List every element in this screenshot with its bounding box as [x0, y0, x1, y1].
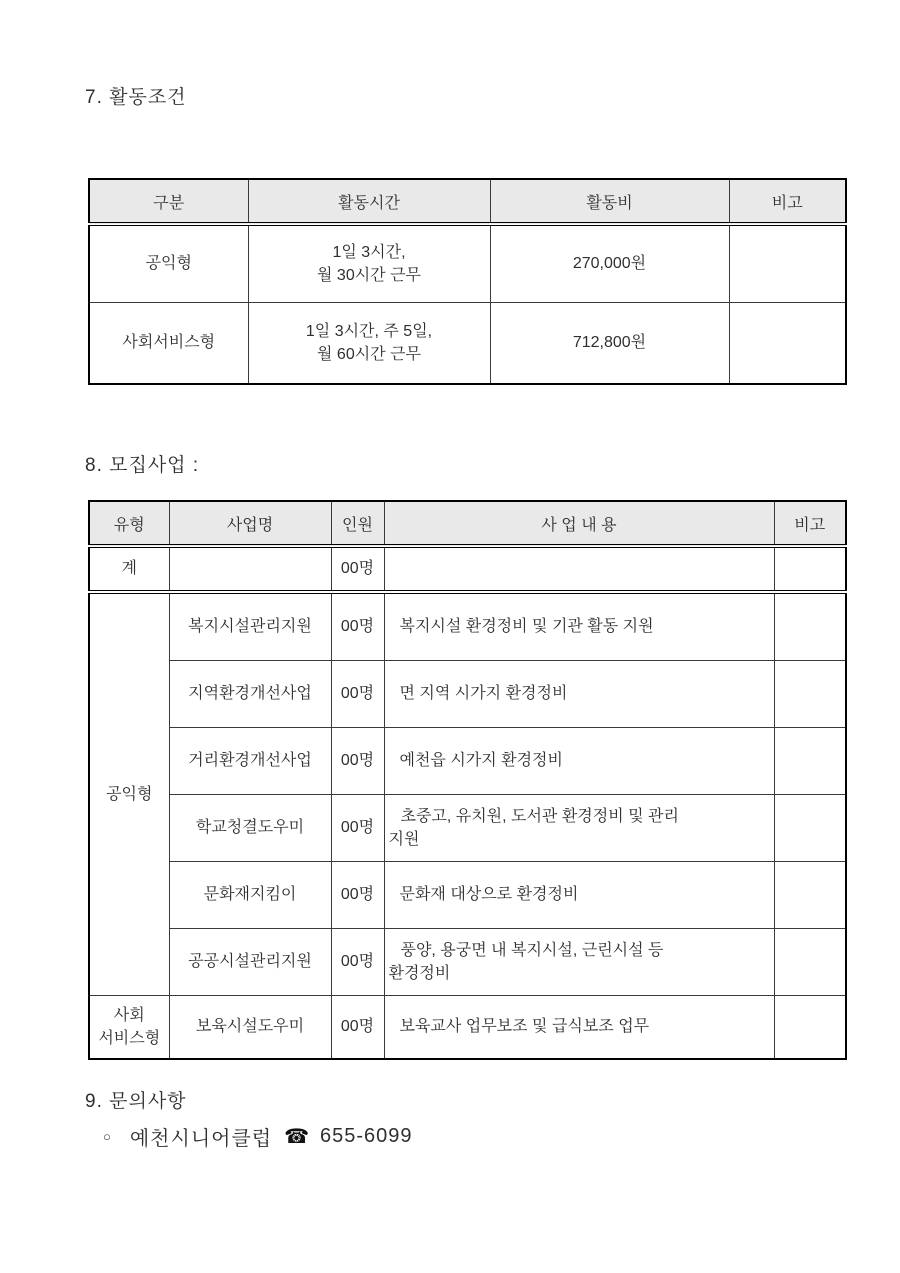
- column-header-activity-time: 활동시간: [248, 179, 490, 224]
- cell-activity-fee: 270,000원: [490, 224, 729, 303]
- cell-category: 공익형: [89, 224, 248, 303]
- table-header-row: [89, 179, 846, 224]
- cell-project-name: 학교청결도우미: [169, 795, 331, 862]
- cell-note: [729, 303, 846, 385]
- cell-type-social-service: [89, 996, 169, 1060]
- cell-project-name: 문화재지킴이: [169, 862, 331, 929]
- cell-note: [774, 929, 846, 996]
- column-header-activity-fee: 활동비: [490, 179, 729, 224]
- table-header-row: [89, 501, 846, 546]
- cell-project-detail: 면 지역 시가지 환경정비: [384, 661, 774, 728]
- cell-note: [729, 224, 846, 303]
- table-row-childcare-facility: [89, 996, 846, 1060]
- recruitment-projects-table: [88, 500, 847, 1060]
- cell-headcount: 00명: [331, 862, 384, 929]
- contact-phone-number: 655-6099: [320, 1125, 413, 1147]
- column-header-note: 비고: [774, 501, 846, 546]
- cell-project-detail: 보육교사 업무보조 및 급식보조 업무: [384, 996, 774, 1060]
- column-header-headcount: 인원: [331, 501, 384, 546]
- cell-headcount: 00명: [331, 929, 384, 996]
- cell-project-detail: 문화재 대상으로 환경정비: [384, 862, 774, 929]
- cell-headcount: 00명: [331, 592, 384, 661]
- table-row-public-facility: [89, 929, 846, 996]
- telephone-icon: ☎: [284, 1126, 311, 1148]
- table-row-street-environment: [89, 728, 846, 795]
- column-header-category: 구분: [89, 179, 248, 224]
- cell-headcount: 00명: [331, 546, 384, 592]
- section-9-heading: 9. 문의사항: [85, 1091, 187, 1112]
- detail-line1: 풍양, 용궁면 내 복지시설, 근린시설 등: [400, 941, 664, 959]
- column-header-type: 유형: [89, 501, 169, 546]
- table-row-social-service-type: [89, 303, 846, 385]
- cell-headcount: 00명: [331, 795, 384, 862]
- detail-line2: 환경정비: [388, 965, 451, 982]
- cell-project-detail: [384, 546, 774, 592]
- cell-type-public: 공익형: [89, 592, 169, 996]
- activity-time-line2: 월 60시간 근무: [317, 346, 421, 363]
- activity-time-line1: 1일 3시간, 주 5일,: [305, 322, 433, 340]
- cell-activity-time: [248, 224, 490, 303]
- table-row-school-cleaning: [89, 795, 846, 862]
- cell-project-detail: [384, 795, 774, 862]
- cell-activity-fee: 712,800원: [490, 303, 729, 385]
- cell-note: [774, 546, 846, 592]
- cell-project-name: 지역환경개선사업: [169, 661, 331, 728]
- cell-note: [774, 795, 846, 862]
- cell-project-detail: [384, 929, 774, 996]
- cell-project-detail: 복지시설 환경정비 및 기관 활동 지원: [384, 592, 774, 661]
- cell-project-name: 복지시설관리지원: [169, 592, 331, 661]
- activity-time-line2: 월 30시간 근무: [317, 267, 421, 284]
- cell-headcount: 00명: [331, 661, 384, 728]
- activity-conditions-table: [88, 178, 847, 385]
- contact-line: [103, 1122, 413, 1151]
- type-line2: 서비스형: [98, 1030, 161, 1047]
- cell-headcount: 00명: [331, 728, 384, 795]
- table-row-local-environment: [89, 661, 846, 728]
- cell-project-name: 거리환경개선사업: [169, 728, 331, 795]
- section-7-heading: 7. 활동조건: [85, 87, 187, 108]
- cell-note: [774, 728, 846, 795]
- cell-note: [774, 996, 846, 1060]
- cell-project-name: 보육시설도우미: [169, 996, 331, 1060]
- cell-project-name: 공공시설관리지원: [169, 929, 331, 996]
- cell-headcount: 00명: [331, 996, 384, 1060]
- cell-activity-time: [248, 303, 490, 385]
- table-row-total: [89, 546, 846, 592]
- contact-name: 예천시니어클럽: [129, 1128, 273, 1150]
- cell-note: [774, 661, 846, 728]
- table-row-heritage-keeper: [89, 862, 846, 929]
- cell-project-name: [169, 546, 331, 592]
- cell-note: [774, 592, 846, 661]
- table-row-welfare-facility: [89, 592, 846, 661]
- activity-time-line1: 1일 3시간,: [332, 243, 406, 261]
- type-line1: 사회: [113, 1006, 145, 1024]
- cell-project-detail: 예천읍 시가지 환경정비: [384, 728, 774, 795]
- circle-bullet-icon: ○: [103, 1129, 112, 1144]
- table-row-public-type: [89, 224, 846, 303]
- column-header-project-detail: 사 업 내 용: [384, 501, 774, 546]
- section-8-heading: 8. 모집사업 :: [85, 455, 200, 476]
- detail-line1: 초중고, 유치원, 도서관 환경정비 및 관리: [400, 807, 679, 825]
- detail-line2: 지원: [388, 831, 420, 848]
- cell-type-total: 계: [89, 546, 169, 592]
- column-header-note: 비고: [729, 179, 846, 224]
- cell-note: [774, 862, 846, 929]
- column-header-project-name: 사업명: [169, 501, 331, 546]
- cell-category: 사회서비스형: [89, 303, 248, 385]
